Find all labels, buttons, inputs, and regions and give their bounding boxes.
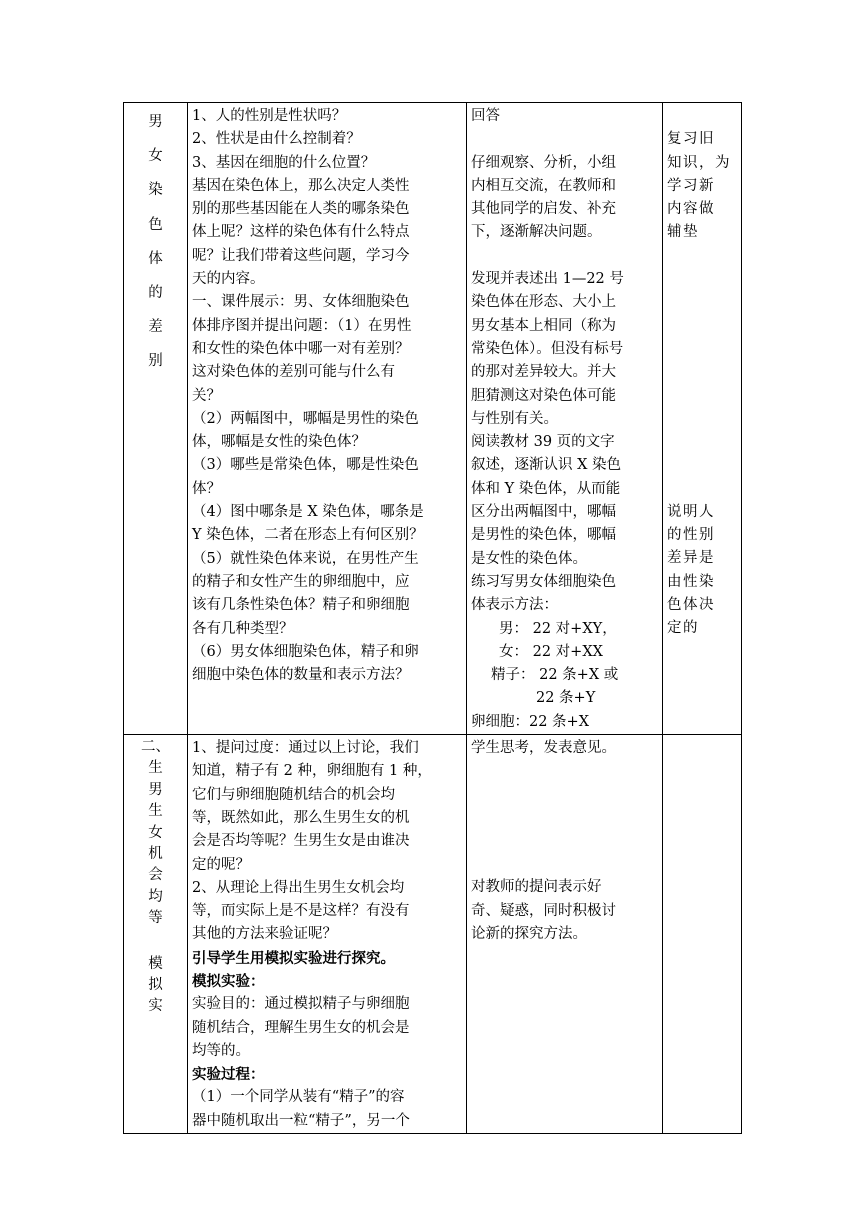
text-line: 均 [148, 888, 163, 905]
text-line: 学习新 [667, 177, 715, 194]
text-line: 女 [148, 824, 163, 841]
text-line: 是男性的染色体，哪幅 [471, 527, 616, 544]
text-line: 呢？让我们带着这些问题，学习今 [192, 247, 410, 264]
topic-vertical-text [128, 105, 183, 379]
text-line: 差异是 [667, 550, 715, 567]
text-line: 基因在染色体上，那么决定人类性 [192, 177, 410, 194]
text-line: 1、人的性别是性状吗？ [192, 108, 347, 124]
text-line: 由性染 [667, 573, 715, 590]
text-line: 定的 [667, 620, 699, 637]
text-line: 它们与卵细胞随机结合的机会均 [192, 786, 395, 803]
spacer [667, 245, 737, 501]
text-line: 染 [148, 182, 163, 199]
text-line: 模 [148, 955, 163, 972]
text-line: 内相互交流，在教师和 [471, 177, 616, 194]
spacer [471, 128, 658, 151]
text-line: 2、从理论上得出生男生女机会均 [192, 879, 405, 896]
text-line: 女 [148, 148, 163, 165]
text-line: 发现并表述出 1—22 号 [471, 271, 624, 288]
text-line: 体排序图并提出问题：（1）在男性 [192, 317, 412, 334]
spacer [128, 930, 183, 954]
formula-female: 女： 22 对+XX [499, 643, 603, 660]
student-curious-text [471, 876, 658, 946]
text-line: 常染色体）。但没有标号 [471, 340, 624, 357]
text-line: （6）男女体细胞染色体，精子和卵 [192, 643, 419, 660]
text-line: 定的呢？ [192, 856, 250, 873]
text-line: 器中随机取出一粒“精子”，另一个 [192, 1112, 410, 1129]
text-line: 的那对差异较大。并大 [471, 364, 616, 381]
text-line: 奇、疑惑，同时积极讨 [471, 902, 616, 919]
text-line: 体表示方法： [471, 597, 558, 614]
text-line: 关？ [192, 387, 221, 404]
formula-male: 男： 22 对+XY， [499, 620, 617, 637]
text-line: 体？ [192, 480, 221, 497]
text-line: 说明人 [667, 503, 715, 520]
text-line: 区分出两幅图中，哪幅 [471, 504, 616, 521]
text-line: 随机结合，理解生男生女的机会是 [192, 1019, 410, 1036]
text-line: 这对染色体的差别可能与什么有 [192, 364, 395, 381]
teacher-activity-cell [188, 735, 467, 1134]
text-line: 色体决 [667, 596, 715, 613]
text-line: 下，逐渐解决问题。 [471, 224, 602, 241]
text-line: 的精子和女性产生的卵细胞中，应 [192, 573, 410, 590]
text-line: （4）图中哪条是 X 染色体，哪条是 [192, 504, 424, 521]
lesson-plan-table [123, 102, 742, 1134]
text-line: 是女性的染色体。 [471, 550, 587, 567]
text-line: 复习旧 [667, 131, 715, 148]
text-line: （1）一个同学从装有“精子”的容 [192, 1089, 405, 1106]
table-row [124, 735, 742, 1134]
text-line: 别的那些基因能在人类的哪条染色 [192, 201, 410, 218]
process-title: 实验过程： [192, 1066, 265, 1084]
experiment-process-text [192, 1086, 462, 1133]
student-answer: 回答 [471, 108, 500, 124]
simulation-title: 模拟实验： [192, 972, 265, 990]
text-line: 生 [148, 760, 163, 777]
text-line: （3）哪些是常染色体，哪是性染色 [192, 457, 419, 474]
text-line: 叙述，逐渐认识 X 染色 [471, 457, 622, 474]
text-line: 知道，精子有 2 种，卵细胞有 1 种， [192, 763, 432, 780]
student-activity-cell [467, 735, 663, 1134]
student-think-text: 学生思考，发表意见。 [471, 740, 616, 757]
topic-cell [124, 103, 188, 735]
text-line: 的 [148, 285, 163, 302]
text-line: 男 [148, 781, 163, 798]
text-line: 二、 [141, 739, 170, 756]
teacher-activity-text [192, 105, 462, 687]
text-line: 对教师的提问表示好 [471, 879, 602, 896]
text-line: 机 [148, 846, 163, 863]
intent-cell [663, 735, 742, 1134]
text-line: 拟 [148, 977, 163, 994]
text-line: 色 [148, 216, 163, 233]
text-line: 均等的。 [192, 1042, 250, 1059]
text-line: 和女性的染色体中哪一对有差别？ [192, 340, 410, 357]
text-line: 等，既然如此，那么生男生女的机 [192, 809, 410, 826]
text-line: 其他同学的启发、补充 [471, 201, 616, 218]
text-line: 体上呢？这样的染色体有什么特点 [192, 224, 410, 241]
text-line: 2、性状是由什么控制着？ [192, 131, 361, 148]
formula-sperm: 精子： 22 条+X 或 [491, 667, 619, 684]
text-line: 别 [148, 353, 163, 370]
text-line: 仔细观察、分析，小组 [471, 154, 616, 171]
text-line: 1、提问过度：通过以上讨论，我们 [192, 740, 419, 757]
text-line: 论新的探究方法。 [471, 925, 587, 942]
text-line: 细胞中染色体的数量和表示方法？ [192, 667, 410, 684]
text-line: 会是否均等呢？生男生女是由谁决 [192, 833, 410, 850]
spacer [471, 760, 658, 876]
text-line: 的性别 [667, 527, 715, 544]
text-line: 等 [148, 910, 163, 927]
text-line: 练习写男女体细胞染色 [471, 573, 616, 590]
text-line: 各有几种类型？ [192, 620, 294, 637]
guide-text: 引导学生用模拟实验进行探究。 [192, 949, 395, 967]
text-line: 等，而实际上是不是这样？有没有 [192, 903, 410, 920]
topic-vertical-text [128, 737, 183, 930]
student-activity-cell [467, 103, 663, 735]
text-line: 辅垫 [667, 224, 699, 241]
experiment-purpose-text [192, 993, 462, 1063]
text-line: 阅读教材 39 页的文字 [471, 434, 615, 451]
text-line: 差 [148, 319, 163, 336]
text-line: 其他的方法来验证呢？ [192, 926, 337, 943]
formula-egg: 卵细胞：22 条+X [471, 713, 590, 730]
spacer [667, 105, 737, 128]
table-row [124, 103, 742, 735]
text-line: 天的内容。 [192, 271, 265, 288]
text-line: 会 [148, 867, 163, 884]
topic-vertical-text-simulation [128, 954, 183, 1018]
student-read-text [471, 431, 658, 617]
text-line: 该有几条性染色体？精子和卵细胞 [192, 597, 410, 614]
intent-review-text [667, 128, 737, 244]
student-observe-text [471, 152, 658, 245]
text-line: 生 [148, 803, 163, 820]
text-line: 体，哪幅是女性的染色体？ [192, 434, 366, 451]
text-line: 实验目的：通过模拟精子与卵细胞 [192, 996, 410, 1013]
teacher-question-text [192, 737, 462, 947]
intent-sex-chromosome-text [667, 501, 737, 641]
text-line: （2）两幅图中，哪幅是男性的染色 [192, 410, 419, 427]
text-line: （5）就性染色体来说，在男性产生 [192, 550, 419, 567]
text-line: 3、基因在细胞的什么位置？ [192, 154, 376, 171]
text-line: 知识，为 [667, 154, 731, 171]
text-line: 男女基本上相同（称为 [471, 317, 616, 334]
text-line: 与性别有关。 [471, 410, 558, 427]
text-line: 一、课件展示：男、女体细胞染色 [192, 294, 410, 311]
intent-cell [663, 103, 742, 735]
text-line: 胆猜测这对染色体可能 [471, 387, 616, 404]
text-line: 体和 Y 染色体，从而能 [471, 480, 621, 497]
text-line: Y 染色体，二者在形态上有何区别？ [192, 527, 424, 544]
student-discover-text [471, 268, 658, 431]
formula-sperm-y: 22 条+Y [536, 690, 596, 707]
topic-cell [124, 735, 188, 1134]
text-line: 染色体在形态、大小上 [471, 294, 616, 311]
spacer [471, 245, 658, 268]
text-line: 体 [148, 250, 163, 267]
text-line: 内容做 [667, 201, 715, 218]
text-line: 实 [148, 998, 163, 1015]
text-line: 男 [148, 114, 163, 130]
teacher-activity-cell [188, 103, 467, 735]
